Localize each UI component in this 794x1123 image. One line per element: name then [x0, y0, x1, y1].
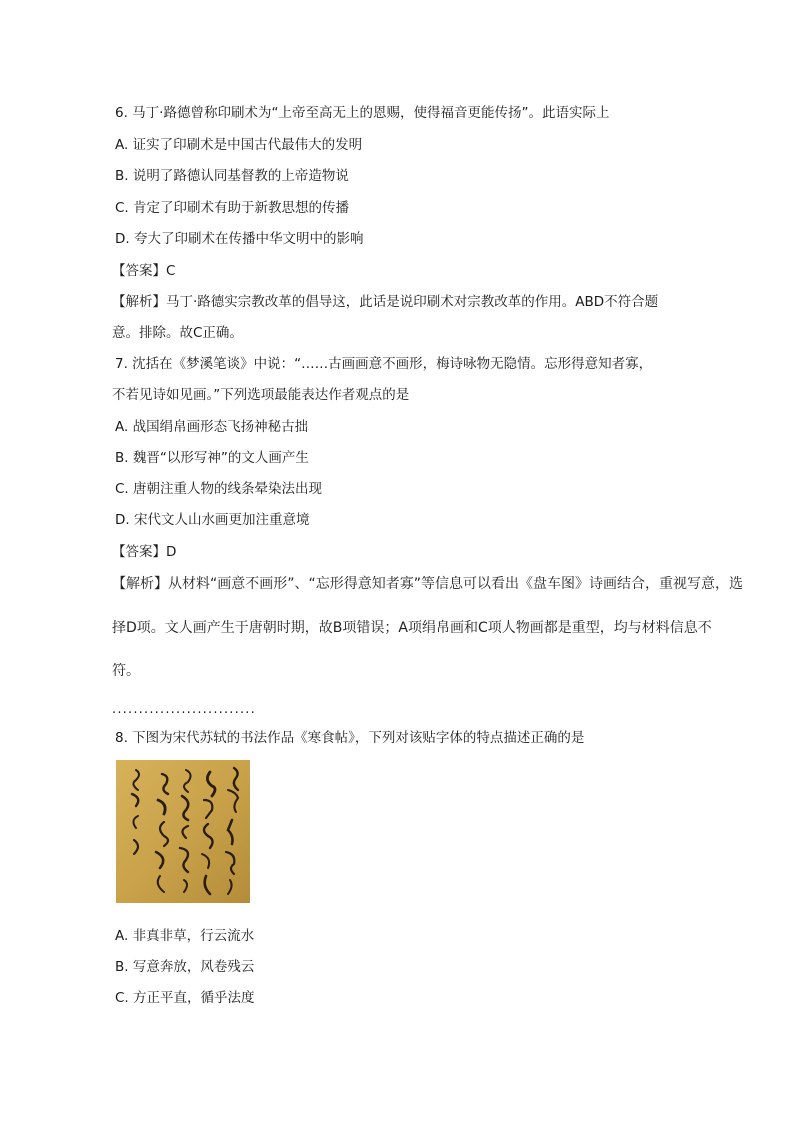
q6-analysis-line1: 【解析】马丁·路德实宗教改革的倡导这，此话是说印刷术对宗教改革的作用。ABD不符合题: [112, 294, 659, 310]
dotted-separator: ...........................: [112, 702, 256, 717]
q8-option-c: C. 方正平直，循乎法度: [115, 990, 255, 1006]
q6-option-b: B. 说明了路德认同基督教的上帝造物说: [115, 168, 349, 184]
q6-answer: 【答案】C: [112, 263, 176, 279]
q7-option-d: D. 宋代文人山水画更加注重意境: [115, 512, 310, 528]
q6-option-c: C. 肯定了印刷术有助于新教思想的传播: [115, 200, 350, 216]
q7-analysis-line1: 【解析】从材料“画意不画形”、“忘形得意知者寡”等信息可以看出《盘车图》诗画结合，重视写意，选: [112, 576, 744, 592]
q7-option-b: B. 魏晋“以形写神”的文人画产生: [115, 450, 309, 466]
q7-stem-line1: 7. 沈括在《梦溪笔谈》中说：“……古画画意不画形，梅诗咏物无隐情。忘形得意知者寡，: [115, 356, 653, 372]
q7-stem-line2: 不若见诗如见画。”下列选项最能表达作者观点的是: [112, 387, 410, 403]
q8-option-a: A. 非真非草，行云流水: [115, 928, 255, 944]
q8-option-b: B. 写意奔放，风卷残云: [115, 959, 255, 975]
q6-option-d: D. 夸大了印刷术在传播中华文明中的影响: [115, 231, 364, 247]
q6-option-a: A. 证实了印刷术是中国古代最伟大的发明: [115, 137, 363, 153]
q7-option-c: C. 唐朝注重人物的线条晕染法出现: [115, 481, 323, 497]
q6-analysis-line2: 意。排除。故C正确。: [112, 325, 243, 341]
q6-stem: 6. 马丁·路德曾称印刷术为“上帝至高无上的恩赐，使得福音更能传扬”。此语实际上: [115, 105, 610, 121]
q7-analysis-line2: 择D项。文人画产生于唐朝时期，故B项错误；A项绢帛画和C项人物画都是重型，均与材料信息不: [112, 620, 712, 636]
q7-option-a: A. 战国绢帛画形态飞扬神秘古拙: [115, 419, 309, 435]
q8-stem: 8. 下图为宋代苏轼的书法作品《寒食帖》，下列对该贴字体的特点描述正确的是: [115, 730, 585, 746]
calligraphy-image: [116, 760, 250, 903]
q7-analysis-line3: 符。: [112, 663, 140, 679]
q7-answer: 【答案】D: [112, 544, 177, 560]
